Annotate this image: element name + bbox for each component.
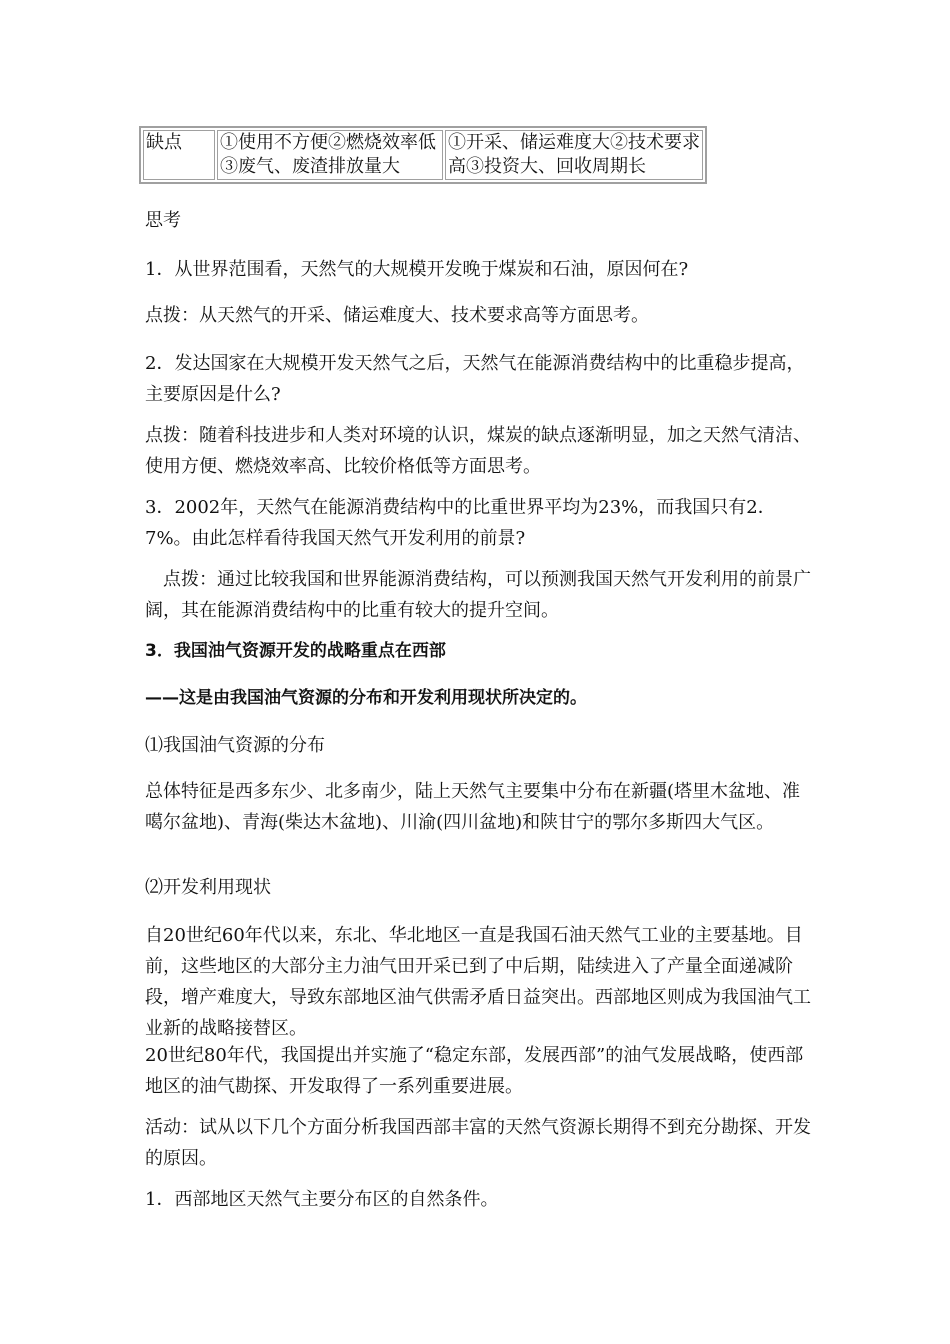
answer-3: 点拨：通过比较我国和世界能源消费结构，可以预测我国天然气开发利用的前景广阔，其在能源消费结构中的比重有较大的提升空间。	[145, 569, 811, 621]
table-cell-coal-disadvantages: ①使用不方便②燃烧效率低③废气、废渣排放量大	[217, 130, 443, 180]
table-cell-gas-disadvantages: ①开采、储运难度大②技术要求高③投资大、回收周期长	[445, 130, 703, 180]
question-1: 1．从世界范围看，天然气的大规模开发晚于煤炭和石油，原因何在?	[145, 259, 689, 280]
status-body-2: 20世纪80年代，我国提出并实施了“稳定东部，发展西部”的油气发展战略，使西部地区的油气勘探、开发取得了一系列重要进展。	[145, 1045, 804, 1097]
question-3: 3．2002年，天然气在能源消费结构中的比重世界平均为23%，而我国只有2．7%。由此怎样看待我国天然气开发利用的前景?	[145, 497, 776, 549]
status-body-1: 自20世纪60年代以来，东北、华北地区一直是我国石油天然气工业的主要基地。目前，这些地区的大部分主力油气田开采已到了中后期，陆续进入了产量全面递减阶段，增产难度大，导致东部地区油气供需矛盾日益突出。西部地区则成为我国油气工业新的战略接替区。	[145, 925, 811, 1039]
section-heading: 3．我国油气资源开发的战略重点在西部	[145, 641, 446, 661]
activity-paragraph: 活动：试从以下几个方面分析我国西部丰富的天然气资源长期得不到充分勘探、开发的原因。	[145, 1117, 811, 1169]
activity-item-1: 1．西部地区天然气主要分布区的自然条件。	[145, 1189, 499, 1210]
subsection-title-status: ⑵开发利用现状	[145, 877, 271, 898]
subsection-title-distribution: ⑴我国油气资源的分布	[145, 735, 325, 756]
section-title-think: 思考	[145, 210, 181, 231]
table-row	[143, 130, 703, 180]
section-subheading: ——这是由我国油气资源的分布和开发利用现状所决定的。	[145, 688, 587, 708]
table-row-label: 缺点	[143, 130, 215, 180]
answer-1: 点拨：从天然气的开采、储运难度大、技术要求高等方面思考。	[145, 305, 649, 326]
comparison-table	[139, 126, 707, 184]
answer-2: 点拨：随着科技进步和人类对环境的认识，煤炭的缺点逐渐明显，加之天然气清洁、使用方便、燃烧效率高、比较价格低等方面思考。	[145, 425, 811, 477]
distribution-body: 总体特征是西多东少、北多南少，陆上天然气主要集中分布在新疆(塔里木盆地、准噶尔盆地)、青海(柴达木盆地)、川渝(四川盆地)和陕甘宁的鄂尔多斯四大气区。	[145, 781, 801, 833]
question-2: 2．发达国家在大规模开发天然气之后，天然气在能源消费结构中的比重稳步提高，主要原因是什么?	[145, 353, 805, 405]
